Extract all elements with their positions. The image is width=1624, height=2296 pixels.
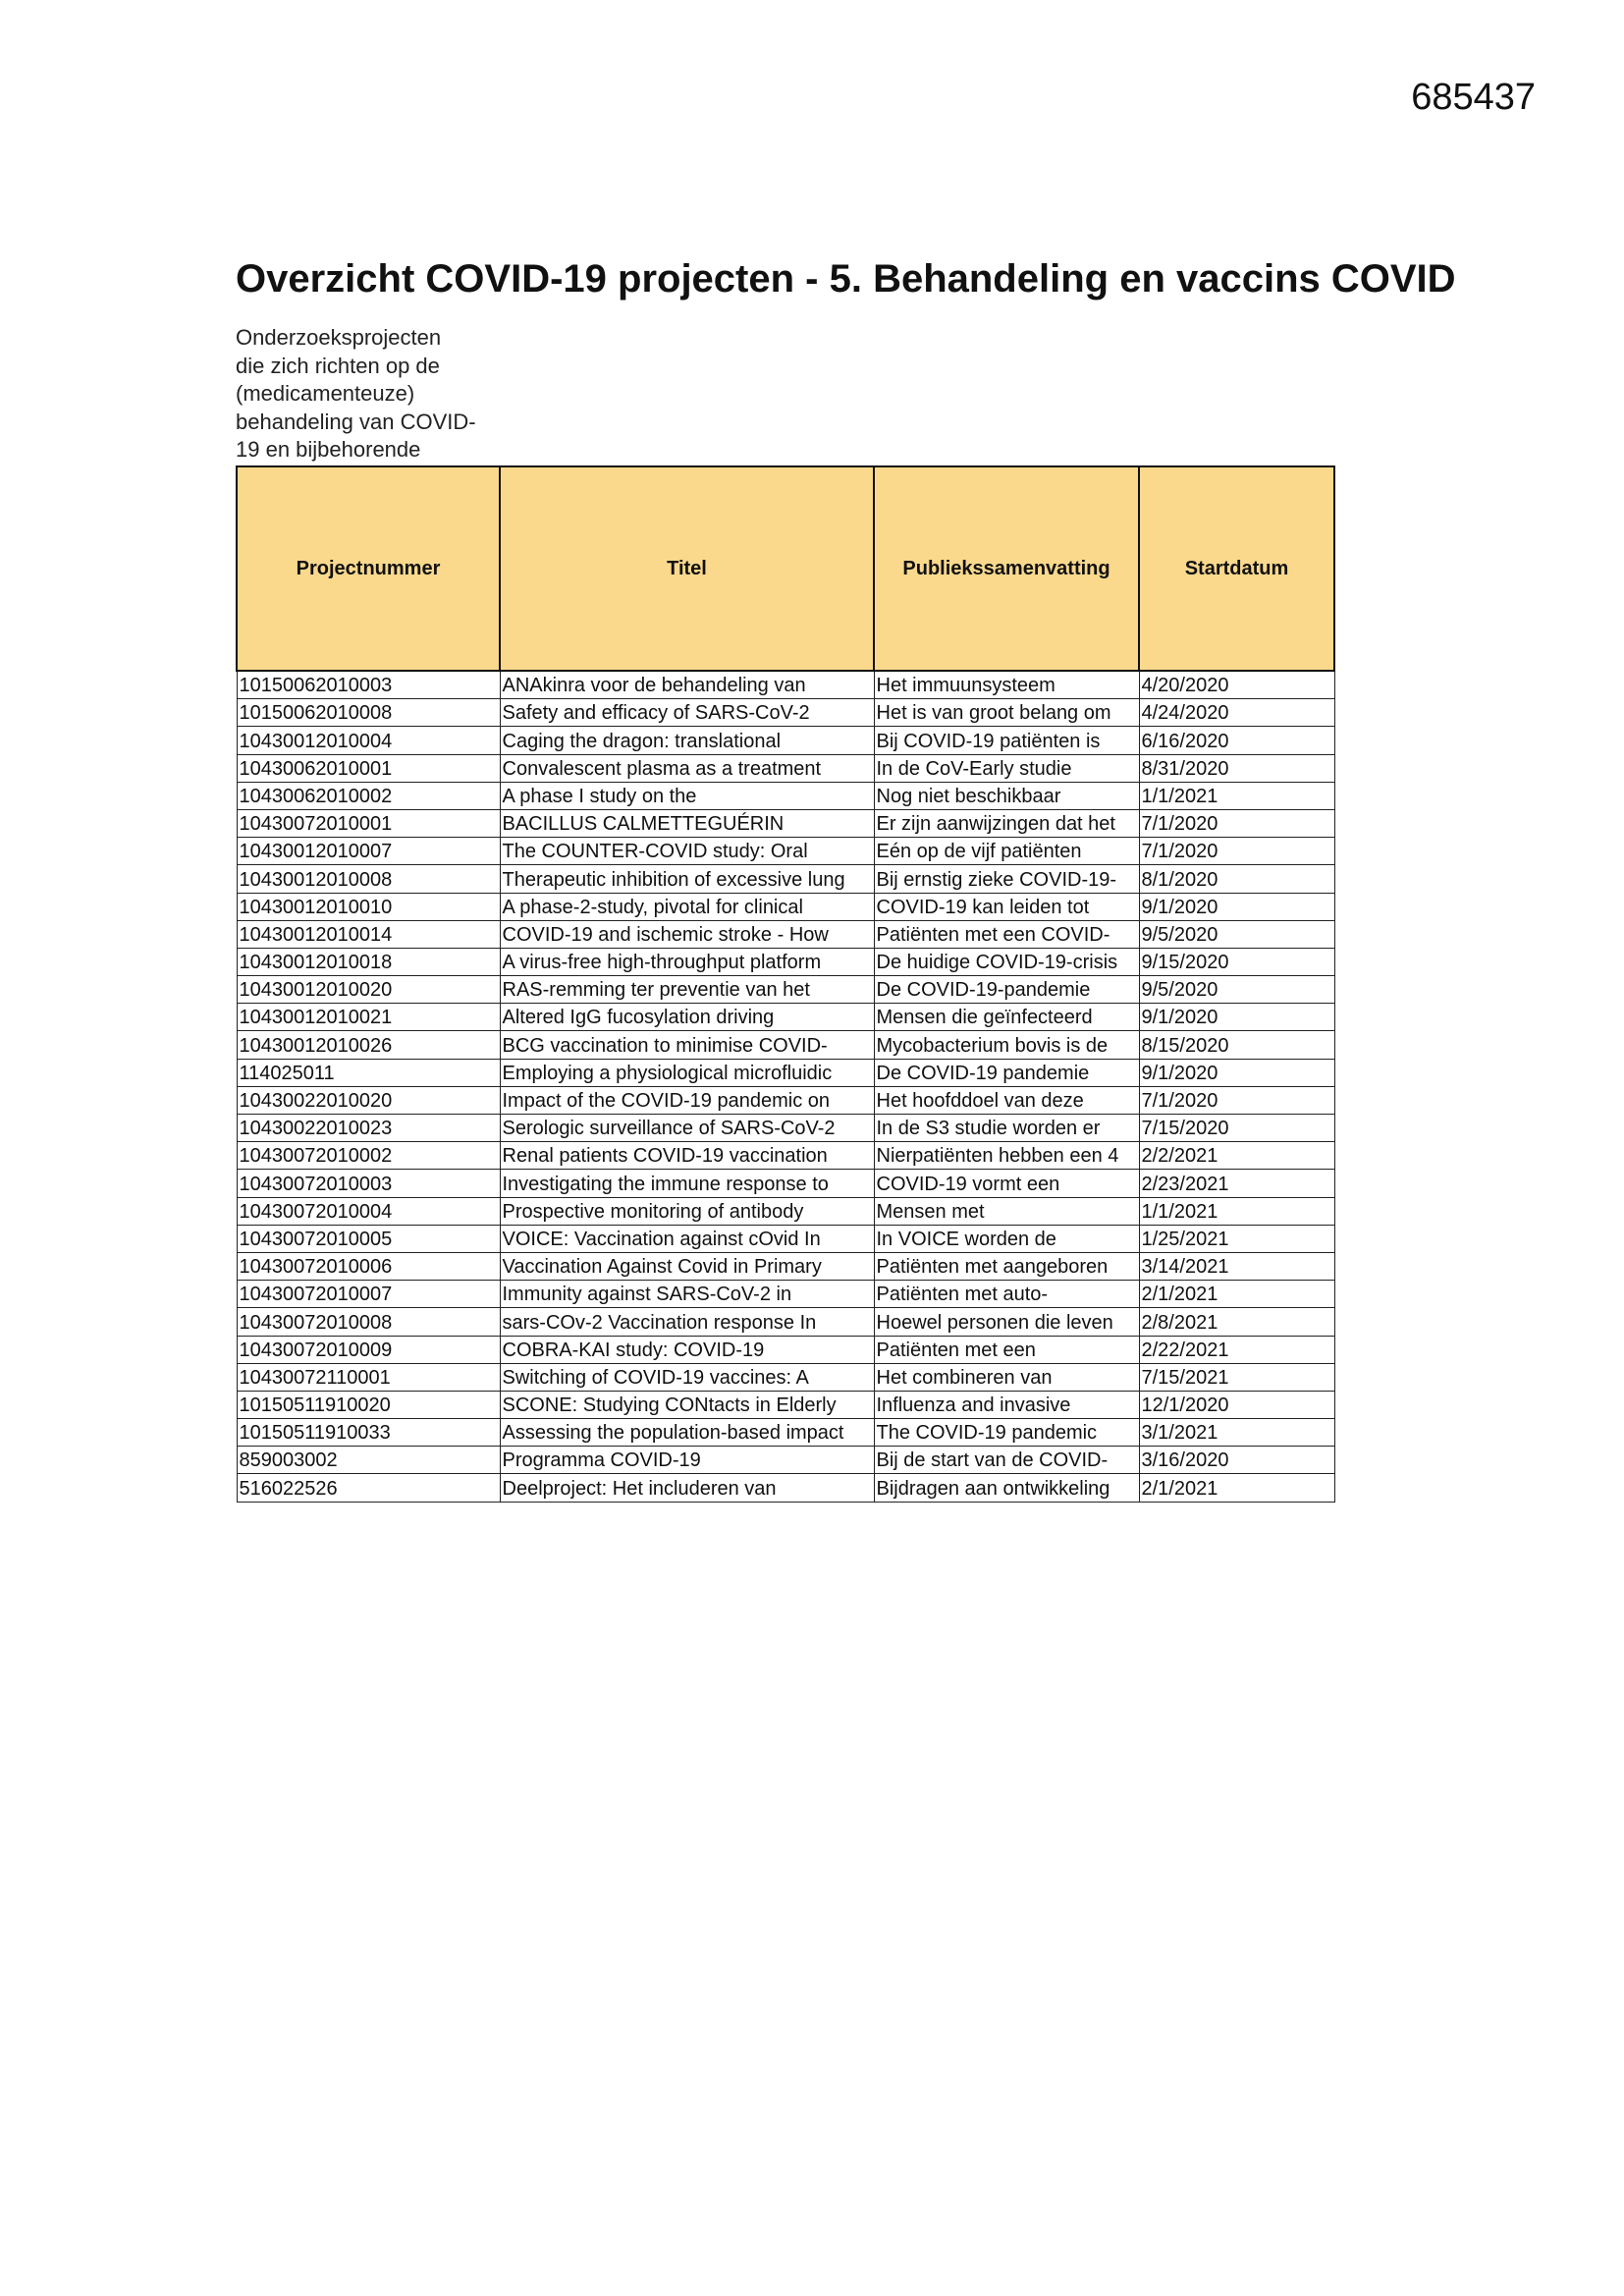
cell-projectnummer: 10430012010010 <box>237 893 500 920</box>
cell-titel: Caging the dragon: translational <box>500 727 874 754</box>
cell-projectnummer: 10430072010001 <box>237 809 500 837</box>
cell-titel: Convalescent plasma as a treatment <box>500 754 874 782</box>
cell-projectnummer: 10430012010021 <box>237 1004 500 1031</box>
header-projectnummer: Projectnummer <box>237 466 500 671</box>
page-number: 685437 <box>1411 77 1536 118</box>
cell-projectnummer: 10430022010020 <box>237 1086 500 1114</box>
cell-projectnummer: 10150062010008 <box>237 699 500 727</box>
cell-titel: Immunity against SARS-CoV-2 in <box>500 1281 874 1308</box>
table-row <box>237 1474 1334 1502</box>
cell-titel: A phase I study on the <box>500 782 874 809</box>
cell-projectnummer: 10430012010004 <box>237 727 500 754</box>
cell-startdatum: 9/1/2020 <box>1139 893 1334 920</box>
cell-titel: Safety and efficacy of SARS-CoV-2 <box>500 699 874 727</box>
table-row <box>237 727 1334 754</box>
cell-titel: Renal patients COVID-19 vaccination <box>500 1142 874 1170</box>
projects-table <box>236 465 1335 1503</box>
cell-titel: Employing a physiological microfluidic <box>500 1059 874 1086</box>
cell-projectnummer: 859003002 <box>237 1447 500 1474</box>
table-row <box>237 1308 1334 1336</box>
cell-startdatum: 1/1/2021 <box>1139 782 1334 809</box>
cell-titel: VOICE: Vaccination against cOvid In <box>500 1225 874 1252</box>
table-row <box>237 1059 1334 1086</box>
header-titel: Titel <box>500 466 874 671</box>
cell-startdatum: 9/5/2020 <box>1139 920 1334 948</box>
cell-projectnummer: 10430062010002 <box>237 782 500 809</box>
cell-titel: COBRA-KAI study: COVID-19 <box>500 1336 874 1363</box>
cell-startdatum: 9/5/2020 <box>1139 976 1334 1004</box>
cell-projectnummer: 10430012010026 <box>237 1031 500 1059</box>
cell-publiekssamenvatting: Het hoofddoel van deze <box>874 1086 1139 1114</box>
table-row <box>237 1252 1334 1280</box>
cell-publiekssamenvatting: Bij de start van de COVID- <box>874 1447 1139 1474</box>
table-row <box>237 893 1334 920</box>
cell-titel: COVID-19 and ischemic stroke - How <box>500 920 874 948</box>
cell-projectnummer: 10430012010014 <box>237 920 500 948</box>
cell-startdatum: 12/1/2020 <box>1139 1391 1334 1418</box>
cell-titel: Altered IgG fucosylation driving <box>500 1004 874 1031</box>
document-title: Overzicht COVID-19 projecten - 5. Behandeling en vaccins COVID <box>236 257 1456 301</box>
table-row <box>237 1225 1334 1252</box>
cell-publiekssamenvatting: In VOICE worden de <box>874 1225 1139 1252</box>
cell-projectnummer: 10150062010003 <box>237 671 500 699</box>
cell-titel: Vaccination Against Covid in Primary <box>500 1252 874 1280</box>
cell-startdatum: 8/31/2020 <box>1139 754 1334 782</box>
cell-publiekssamenvatting: De COVID-19-pandemie <box>874 976 1139 1004</box>
cell-projectnummer: 10430072010002 <box>237 1142 500 1170</box>
table-row <box>237 671 1334 699</box>
cell-publiekssamenvatting: Nog niet beschikbaar <box>874 782 1139 809</box>
cell-titel: Investigating the immune response to <box>500 1170 874 1197</box>
table-row <box>237 865 1334 893</box>
cell-titel: Serologic surveillance of SARS-CoV-2 <box>500 1115 874 1142</box>
cell-publiekssamenvatting: De COVID-19 pandemie <box>874 1059 1139 1086</box>
table-row <box>237 1447 1334 1474</box>
cell-titel: The COUNTER-COVID study: Oral <box>500 838 874 865</box>
cell-startdatum: 2/1/2021 <box>1139 1281 1334 1308</box>
cell-projectnummer: 10430022010023 <box>237 1115 500 1142</box>
cell-startdatum: 2/22/2021 <box>1139 1336 1334 1363</box>
cell-titel: SCONE: Studying CONtacts in Elderly <box>500 1391 874 1418</box>
cell-publiekssamenvatting: Patiënten met een <box>874 1336 1139 1363</box>
table-row <box>237 1363 1334 1391</box>
cell-projectnummer: 114025011 <box>237 1059 500 1086</box>
cell-startdatum: 2/2/2021 <box>1139 1142 1334 1170</box>
cell-publiekssamenvatting: Mensen met <box>874 1197 1139 1225</box>
cell-startdatum: 4/20/2020 <box>1139 671 1334 699</box>
cell-startdatum: 9/1/2020 <box>1139 1004 1334 1031</box>
cell-publiekssamenvatting: De huidige COVID-19-crisis <box>874 948 1139 975</box>
cell-publiekssamenvatting: Bij COVID-19 patiënten is <box>874 727 1139 754</box>
cell-startdatum: 1/25/2021 <box>1139 1225 1334 1252</box>
cell-titel: RAS-remming ter preventie van het <box>500 976 874 1004</box>
cell-startdatum: 1/1/2021 <box>1139 1197 1334 1225</box>
table-row <box>237 1197 1334 1225</box>
cell-titel: Deelproject: Het includeren van <box>500 1474 874 1502</box>
subtitle-line: behandeling van COVID- <box>236 409 476 434</box>
cell-publiekssamenvatting: Hoewel personen die leven <box>874 1308 1139 1336</box>
cell-publiekssamenvatting: Mensen die geïnfecteerd <box>874 1004 1139 1031</box>
table-row <box>237 1142 1334 1170</box>
cell-projectnummer: 10430012010007 <box>237 838 500 865</box>
cell-titel: Prospective monitoring of antibody <box>500 1197 874 1225</box>
table-row <box>237 782 1334 809</box>
cell-titel: Therapeutic inhibition of excessive lung <box>500 865 874 893</box>
cell-publiekssamenvatting: Influenza and invasive <box>874 1391 1139 1418</box>
cell-publiekssamenvatting: Het immuunsysteem <box>874 671 1139 699</box>
table-row <box>237 920 1334 948</box>
cell-publiekssamenvatting: In de S3 studie worden er <box>874 1115 1139 1142</box>
cell-publiekssamenvatting: Bijdragen aan ontwikkeling <box>874 1474 1139 1502</box>
cell-titel: BCG vaccination to minimise COVID- <box>500 1031 874 1059</box>
cell-startdatum: 7/1/2020 <box>1139 838 1334 865</box>
cell-projectnummer: 10430012010018 <box>237 948 500 975</box>
cell-titel: A phase-2-study, pivotal for clinical <box>500 893 874 920</box>
cell-titel: A virus-free high-throughput platform <box>500 948 874 975</box>
table-row <box>237 838 1334 865</box>
cell-titel: Switching of COVID-19 vaccines: A <box>500 1363 874 1391</box>
cell-projectnummer: 516022526 <box>237 1474 500 1502</box>
subtitle-line: (medicamenteuze) <box>236 381 415 406</box>
cell-projectnummer: 10430012010008 <box>237 865 500 893</box>
table-row <box>237 1391 1334 1418</box>
cell-publiekssamenvatting: Mycobacterium bovis is de <box>874 1031 1139 1059</box>
subtitle-line: 19 en bijbehorende <box>236 437 421 462</box>
cell-startdatum: 8/15/2020 <box>1139 1031 1334 1059</box>
cell-publiekssamenvatting: Bij ernstig zieke COVID-19- <box>874 865 1139 893</box>
cell-titel: Programma COVID-19 <box>500 1447 874 1474</box>
cell-startdatum: 3/16/2020 <box>1139 1447 1334 1474</box>
table-row <box>237 699 1334 727</box>
cell-publiekssamenvatting: Er zijn aanwijzingen dat het <box>874 809 1139 837</box>
cell-publiekssamenvatting: Patiënten met aangeboren <box>874 1252 1139 1280</box>
subtitle-line: Onderzoeksprojecten <box>236 325 442 350</box>
cell-publiekssamenvatting: Patiënten met auto- <box>874 1281 1139 1308</box>
cell-projectnummer: 10430072010007 <box>237 1281 500 1308</box>
cell-startdatum: 7/15/2020 <box>1139 1115 1334 1142</box>
cell-titel: ANAkinra voor de behandeling van <box>500 671 874 699</box>
subtitle <box>236 324 530 465</box>
table-row <box>237 1031 1334 1059</box>
table-row <box>237 1419 1334 1447</box>
cell-titel: Impact of the COVID-19 pandemic on <box>500 1086 874 1114</box>
cell-titel: sars-COv-2 Vaccination response In <box>500 1308 874 1336</box>
cell-projectnummer: 10430012010020 <box>237 976 500 1004</box>
table-row <box>237 754 1334 782</box>
table-row <box>237 1086 1334 1114</box>
cell-startdatum: 9/1/2020 <box>1139 1059 1334 1086</box>
cell-publiekssamenvatting: Eén op de vijf patiënten <box>874 838 1139 865</box>
table-row <box>237 1281 1334 1308</box>
cell-startdatum: 7/1/2020 <box>1139 1086 1334 1114</box>
cell-titel: BACILLUS CALMETTEGUÉRIN <box>500 809 874 837</box>
cell-publiekssamenvatting: The COVID-19 pandemic <box>874 1419 1139 1447</box>
table-row <box>237 1004 1334 1031</box>
table-row <box>237 1115 1334 1142</box>
cell-publiekssamenvatting: Nierpatiënten hebben een 4 <box>874 1142 1139 1170</box>
cell-projectnummer: 10430072010003 <box>237 1170 500 1197</box>
cell-startdatum: 2/8/2021 <box>1139 1308 1334 1336</box>
cell-startdatum: 7/15/2021 <box>1139 1363 1334 1391</box>
table-row <box>237 1336 1334 1363</box>
cell-titel: Assessing the population-based impact <box>500 1419 874 1447</box>
table-row <box>237 809 1334 837</box>
cell-startdatum: 2/1/2021 <box>1139 1474 1334 1502</box>
cell-projectnummer: 10430062010001 <box>237 754 500 782</box>
cell-startdatum: 2/23/2021 <box>1139 1170 1334 1197</box>
cell-startdatum: 9/15/2020 <box>1139 948 1334 975</box>
cell-publiekssamenvatting: In de CoV-Early studie <box>874 754 1139 782</box>
header-startdatum: Startdatum <box>1139 466 1334 671</box>
cell-publiekssamenvatting: COVID-19 kan leiden tot <box>874 893 1139 920</box>
cell-startdatum: 3/14/2021 <box>1139 1252 1334 1280</box>
cell-projectnummer: 10430072010009 <box>237 1336 500 1363</box>
cell-startdatum: 7/1/2020 <box>1139 809 1334 837</box>
cell-projectnummer: 10150511910020 <box>237 1391 500 1418</box>
table-row <box>237 1170 1334 1197</box>
table-row <box>237 948 1334 975</box>
cell-projectnummer: 10150511910033 <box>237 1419 500 1447</box>
cell-startdatum: 3/1/2021 <box>1139 1419 1334 1447</box>
table-header-row <box>237 466 1334 671</box>
table-body <box>237 671 1334 1502</box>
cell-publiekssamenvatting: Het is van groot belang om <box>874 699 1139 727</box>
cell-projectnummer: 10430072010008 <box>237 1308 500 1336</box>
header-publiekssamenvatting: Publiekssamenvatting <box>874 466 1139 671</box>
table-row <box>237 976 1334 1004</box>
cell-startdatum: 6/16/2020 <box>1139 727 1334 754</box>
cell-publiekssamenvatting: Patiënten met een COVID- <box>874 920 1139 948</box>
cell-startdatum: 8/1/2020 <box>1139 865 1334 893</box>
cell-projectnummer: 10430072010006 <box>237 1252 500 1280</box>
cell-projectnummer: 10430072010005 <box>237 1225 500 1252</box>
cell-projectnummer: 10430072110001 <box>237 1363 500 1391</box>
cell-projectnummer: 10430072010004 <box>237 1197 500 1225</box>
cell-publiekssamenvatting: COVID-19 vormt een <box>874 1170 1139 1197</box>
subtitle-line: die zich richten op de <box>236 353 440 378</box>
cell-publiekssamenvatting: Het combineren van <box>874 1363 1139 1391</box>
cell-startdatum: 4/24/2020 <box>1139 699 1334 727</box>
